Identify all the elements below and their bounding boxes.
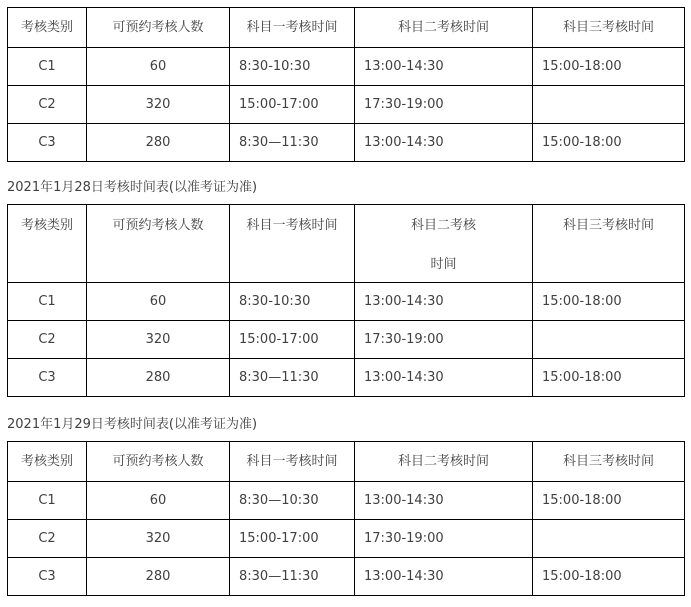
- cell-subject2-time: 13:00-14:30: [355, 124, 533, 162]
- cell-subject3-time: 15:00-18:00: [533, 558, 685, 596]
- cell-subject1-time: 8:30-10:30: [230, 48, 355, 86]
- table-row: [8, 124, 685, 162]
- cell-category: C3: [8, 124, 87, 162]
- cell-subject3-time: 15:00-18:00: [533, 359, 685, 397]
- table-title-jan28: 2021年1月28日考核时间表(以准考证为准): [7, 180, 258, 195]
- cell-count: 320: [87, 86, 230, 124]
- cell-subject1-time: 15:00-17:00: [230, 86, 355, 124]
- column-header-subject1-time: 科目一考核时间: [230, 442, 355, 482]
- table-row: [8, 359, 685, 397]
- table-row: [8, 321, 685, 359]
- table-row: [8, 86, 685, 124]
- cell-count: 60: [87, 48, 230, 86]
- cell-subject2-time: 13:00-14:30: [355, 283, 533, 321]
- schedule-table-jan28: [7, 204, 685, 397]
- cell-subject2-time: 13:00-14:30: [355, 482, 533, 520]
- column-header-subject2-line1: 科目二考核: [410, 218, 476, 233]
- cell-category: C1: [8, 283, 87, 321]
- column-header-bookable-count: 可预约考核人数: [87, 8, 230, 48]
- header-row: [8, 442, 685, 482]
- column-header-bookable-count: 可预约考核人数: [87, 205, 230, 283]
- cell-subject3-time: 15:00-18:00: [533, 48, 685, 86]
- cell-subject1-time: 8:30—10:30: [230, 482, 355, 520]
- cell-subject1-time: 15:00-17:00: [230, 321, 355, 359]
- cell-subject2-time: 17:30-19:00: [355, 86, 533, 124]
- column-header-subject2-time: [355, 205, 533, 283]
- cell-count: 280: [87, 124, 230, 162]
- cell-subject1-time: 8:30—11:30: [230, 124, 355, 162]
- cell-category: C1: [8, 48, 87, 86]
- column-header-exam-category: 考核类别: [8, 205, 87, 283]
- cell-category: C2: [8, 520, 87, 558]
- cell-subject3-time: 15:00-18:00: [533, 283, 685, 321]
- column-header-subject3-time: 科目三考核时间: [533, 8, 685, 48]
- cell-category: C3: [8, 558, 87, 596]
- column-header-subject2-time: 科目二考核时间: [355, 8, 533, 48]
- cell-subject3-time: [533, 321, 685, 359]
- cell-count: 280: [87, 558, 230, 596]
- table-title-jan29: 2021年1月29日考核时间表(以准考证为准): [7, 417, 258, 432]
- cell-subject2-time: 13:00-14:30: [355, 558, 533, 596]
- cell-count: 320: [87, 321, 230, 359]
- cell-subject2-time: 13:00-14:30: [355, 359, 533, 397]
- cell-subject3-time: [533, 520, 685, 558]
- cell-subject3-time: 15:00-18:00: [533, 124, 685, 162]
- cell-category: C1: [8, 482, 87, 520]
- cell-subject2-time: 13:00-14:30: [355, 48, 533, 86]
- schedule-table-jan29: [7, 441, 685, 596]
- cell-count: 60: [87, 283, 230, 321]
- cell-subject3-time: [533, 86, 685, 124]
- cell-count: 60: [87, 482, 230, 520]
- column-header-exam-category: 考核类别: [8, 442, 87, 482]
- cell-subject2-time: 17:30-19:00: [355, 520, 533, 558]
- column-header-subject1-time: 科目一考核时间: [230, 205, 355, 283]
- cell-subject1-time: 8:30—11:30: [230, 558, 355, 596]
- cell-subject1-time: 8:30-10:30: [230, 283, 355, 321]
- column-header-bookable-count: 可预约考核人数: [87, 442, 230, 482]
- header-row: [8, 205, 685, 283]
- cell-count: 320: [87, 520, 230, 558]
- header-row: [8, 8, 685, 48]
- table-row: [8, 558, 685, 596]
- table-row: [8, 48, 685, 86]
- cell-category: C2: [8, 321, 87, 359]
- table-row: [8, 482, 685, 520]
- column-header-subject2-line2: 时间: [430, 257, 457, 272]
- cell-subject1-time: 15:00-17:00: [230, 520, 355, 558]
- table-row: [8, 520, 685, 558]
- column-header-subject1-time: 科目一考核时间: [230, 8, 355, 48]
- cell-subject2-time: 17:30-19:00: [355, 321, 533, 359]
- column-header-exam-category: 考核类别: [8, 8, 87, 48]
- cell-category: C2: [8, 86, 87, 124]
- column-header-subject3-time: 科目三考核时间: [533, 205, 685, 283]
- column-header-subject3-time: 科目三考核时间: [533, 442, 685, 482]
- column-header-subject2-time: 科目二考核时间: [355, 442, 533, 482]
- cell-count: 280: [87, 359, 230, 397]
- cell-subject3-time: 15:00-18:00: [533, 482, 685, 520]
- table-row: [8, 283, 685, 321]
- schedule-table-1: [7, 7, 685, 162]
- cell-subject1-time: 8:30—11:30: [230, 359, 355, 397]
- cell-category: C3: [8, 359, 87, 397]
